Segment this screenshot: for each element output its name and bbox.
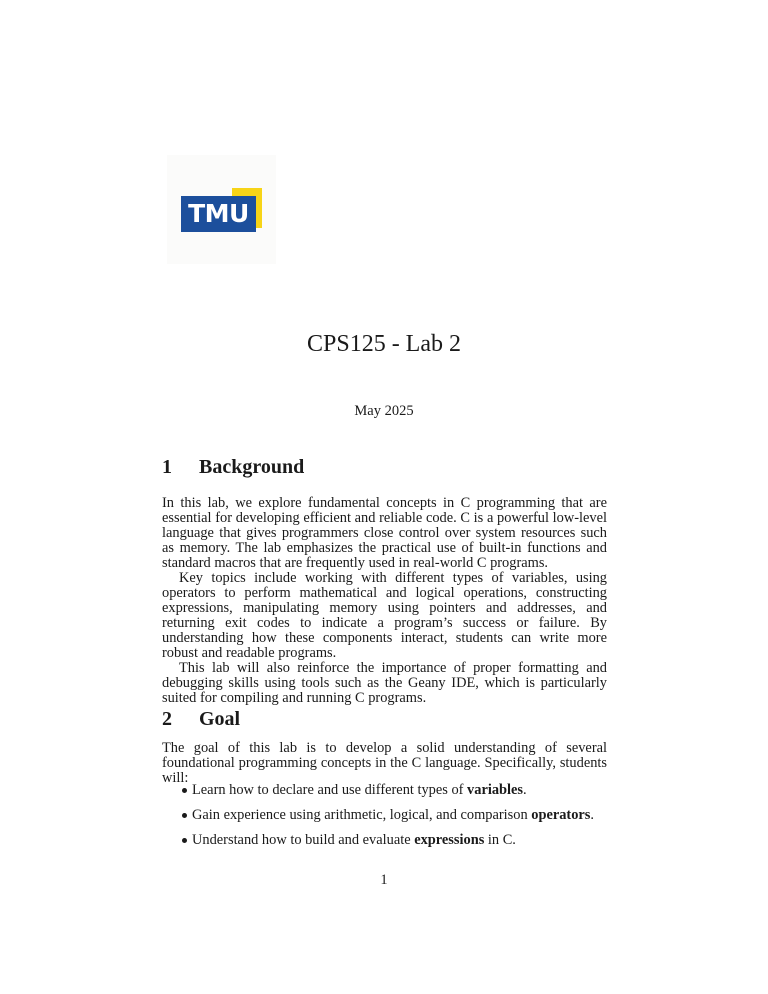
logo-text: TMU — [188, 199, 249, 228]
logo-blue-box — [181, 196, 256, 232]
section-heading-goal — [162, 708, 240, 731]
background-paragraph-1: In this lab, we explore fundamental concepts in C programming that are essential for developing efficient and reliable code. C is a powerful low-level language that gives programmers close control over system resources such as memory. The lab emphasizes the practical use of built-in functions and standard macros that are frequently used in real-world C programs. — [162, 495, 607, 571]
bullet-keyword: expressions — [414, 832, 485, 848]
background-text — [162, 496, 607, 706]
section-title: Goal — [199, 708, 241, 730]
bullet-keyword: variables — [467, 782, 524, 798]
bullet-text: Understand how to build and evaluate — [192, 832, 415, 848]
bullet-icon — [182, 813, 187, 818]
section-number: 1 — [162, 456, 172, 478]
section-heading-background — [162, 456, 304, 479]
page-number: 1 — [380, 872, 388, 888]
document-title: CPS125 - Lab 2 — [306, 331, 461, 357]
background-paragraph-3: This lab will also reinforce the importance of proper formatting and debugging skills using tools such as the Geany IDE, which is particularly suited for compiling and running C programs. — [162, 660, 607, 706]
tmu-logo — [167, 155, 276, 264]
bullet-text: Learn how to declare and use different types of — [192, 782, 468, 798]
bullet-icon — [182, 788, 187, 793]
document-date: May 2025 — [354, 403, 414, 419]
background-paragraph-2: Key topics include working with different types of variables, using operators to perform mathematical and logical operations, constructing expressions, manipulating memory using pointers and addresses, and returning exit codes to indicate a program’s success or failure. By understanding how these components interact, students can write more robust and readable programs. — [162, 570, 607, 661]
goal-intro-paragraph: The goal of this lab is to develop a solid understanding of several foundational programming concepts in the C language. Specifically, students will: — [162, 740, 607, 786]
bullet-icon — [182, 838, 187, 843]
bullet-text-end: . — [590, 807, 595, 823]
section-number: 2 — [162, 708, 172, 730]
goal-intro — [162, 741, 607, 786]
bullet-text-end: in C. — [484, 832, 516, 848]
bullet-keyword: operators — [531, 807, 591, 823]
bullet-text-end: . — [523, 782, 527, 798]
bullet-text: Gain experience using arithmetic, logical, and comparison — [192, 807, 532, 823]
section-title: Background — [199, 456, 305, 478]
